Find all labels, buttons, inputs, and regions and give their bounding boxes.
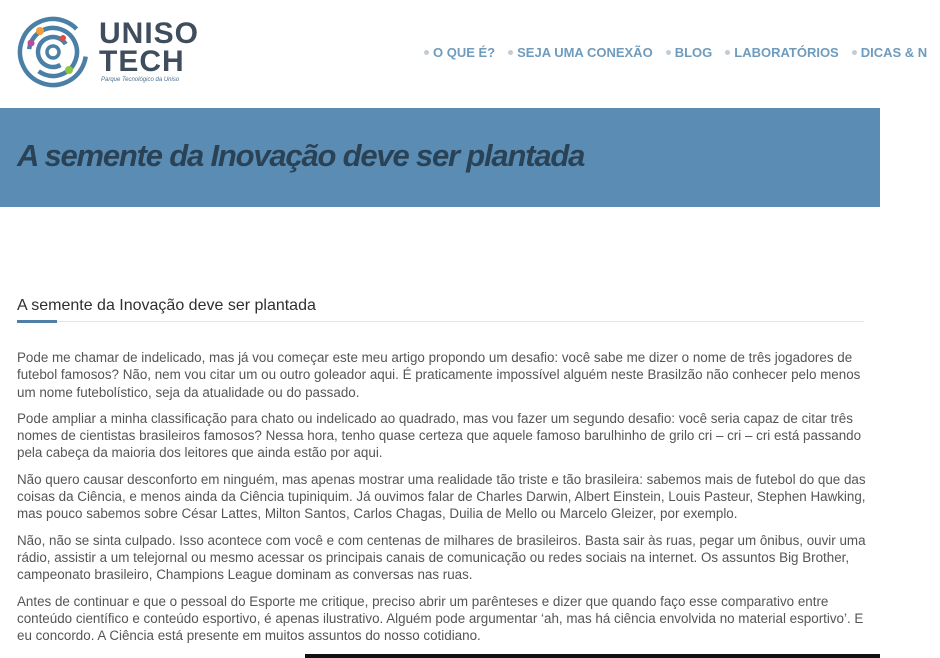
nav-item-label: BLOG xyxy=(674,45,713,60)
nav-item-label: DICAS & N xyxy=(860,45,928,60)
logo-wordmark-line1: UNISO xyxy=(99,17,200,50)
post-paragraph: Pode me chamar de indelicado, mas já vou começar este meu artigo propondo um desafio: você sabe me dizer o nome de três jogadores de futebol famosos? Não, nem vou citar um ou outro goleador aqui. É praticamente impossível alguém neste Brasilzão não conhecer pelo menos um nome futebolístico, seja da atualidade ou do passado. xyxy=(17,350,861,400)
nav-item-laboratorios[interactable] xyxy=(725,45,838,60)
site-header xyxy=(0,0,928,108)
post-paragraph: Não, não se sinta culpado. Isso acontece com você e com centenas de milhares de brasileiros. Basta sair às ruas, pegar um ônibus, ouvir uma rádio, assistir a um telejornal ou mesmo acessar os principais canais de comunicação ou redes sociais na internet. Os assuntos Big Brother, campeonato brasileiro, Champions League dominam as conversas nas ruas. xyxy=(17,532,866,583)
nav-item-blog[interactable] xyxy=(666,45,713,60)
logo-tagline: Parque Tecnológico da Uniso xyxy=(101,77,180,83)
bullet-dot-icon xyxy=(852,50,857,55)
bullet-dot-icon xyxy=(508,50,513,55)
logo-wordmark xyxy=(99,17,209,78)
title-divider xyxy=(17,321,864,322)
bullet-dot-icon xyxy=(725,50,730,55)
concentric-circles-logo-icon xyxy=(17,16,89,88)
nav-item-seja-uma-conexao[interactable] xyxy=(508,45,653,60)
bullet-dot-icon xyxy=(424,50,429,55)
main-nav xyxy=(424,45,940,60)
post-body xyxy=(17,349,864,644)
page-title-banner xyxy=(0,108,880,207)
logo-wordmark-line2: TECH xyxy=(99,45,185,78)
nav-item-label: SEJA UMA CONEXÃO xyxy=(517,45,653,60)
nav-item-dicas[interactable] xyxy=(852,45,927,60)
nav-item-label: LABORATÓRIOS xyxy=(734,45,839,60)
post-paragraph: Antes de continuar e que o pessoal do Esporte me critique, preciso abrir um parênteses e dizer que quando faço esse comparativo entre conteúdo científico e conteúdo esportivo, é apenas ilustrativo. Alguém pode argumentar ‘ah, mas há ciência envolvida no material esportivo’. E eu concordo. A Ciência está presente em muitos assuntos do nosso cotidiano. xyxy=(17,593,864,644)
post-paragraph: Pode ampliar a minha classificação para chato ou indelicado ao quadrado, mas vou fazer um segundo desafio: você seria capaz de citar três nomes de cientistas brasileiros famosos? Nessa hora, tenho quase certeza que aquele famoso barulhinho de grilo cri – cri – cri está passando pela cabeça da maioria dos leitores que ainda estão por aqui. xyxy=(17,410,862,461)
post-title: A semente da Inovação deve ser plantada xyxy=(17,297,316,314)
nav-item-o-que-e[interactable] xyxy=(424,45,495,60)
title-divider-accent xyxy=(17,320,57,323)
site-logo[interactable] xyxy=(17,16,207,90)
page-title: A semente da Inovação deve ser plantada xyxy=(17,138,585,173)
nav-item-label: O QUE É? xyxy=(433,45,496,60)
bullet-dot-icon xyxy=(666,50,671,55)
post-paragraph: Não quero causar desconforto em ninguém, mas apenas mostrar uma realidade tão triste e tão brasileira: sabemos mais de futebol do que das coisas da Ciência, e menos ainda da Ciência tupiniquim. Já ouvimos falar de Charles Darwin, Albert Einstein, Louis Pasteur, Stephen Hawking, mas pouco sabemos sobre César Lattes, Milton Santos, Carlos Chagas, Duilia de Mello ou Marcelo Gleizer, por exemplo. xyxy=(17,471,866,522)
post-content xyxy=(17,296,864,653)
bottom-overlay-bar xyxy=(305,654,880,658)
